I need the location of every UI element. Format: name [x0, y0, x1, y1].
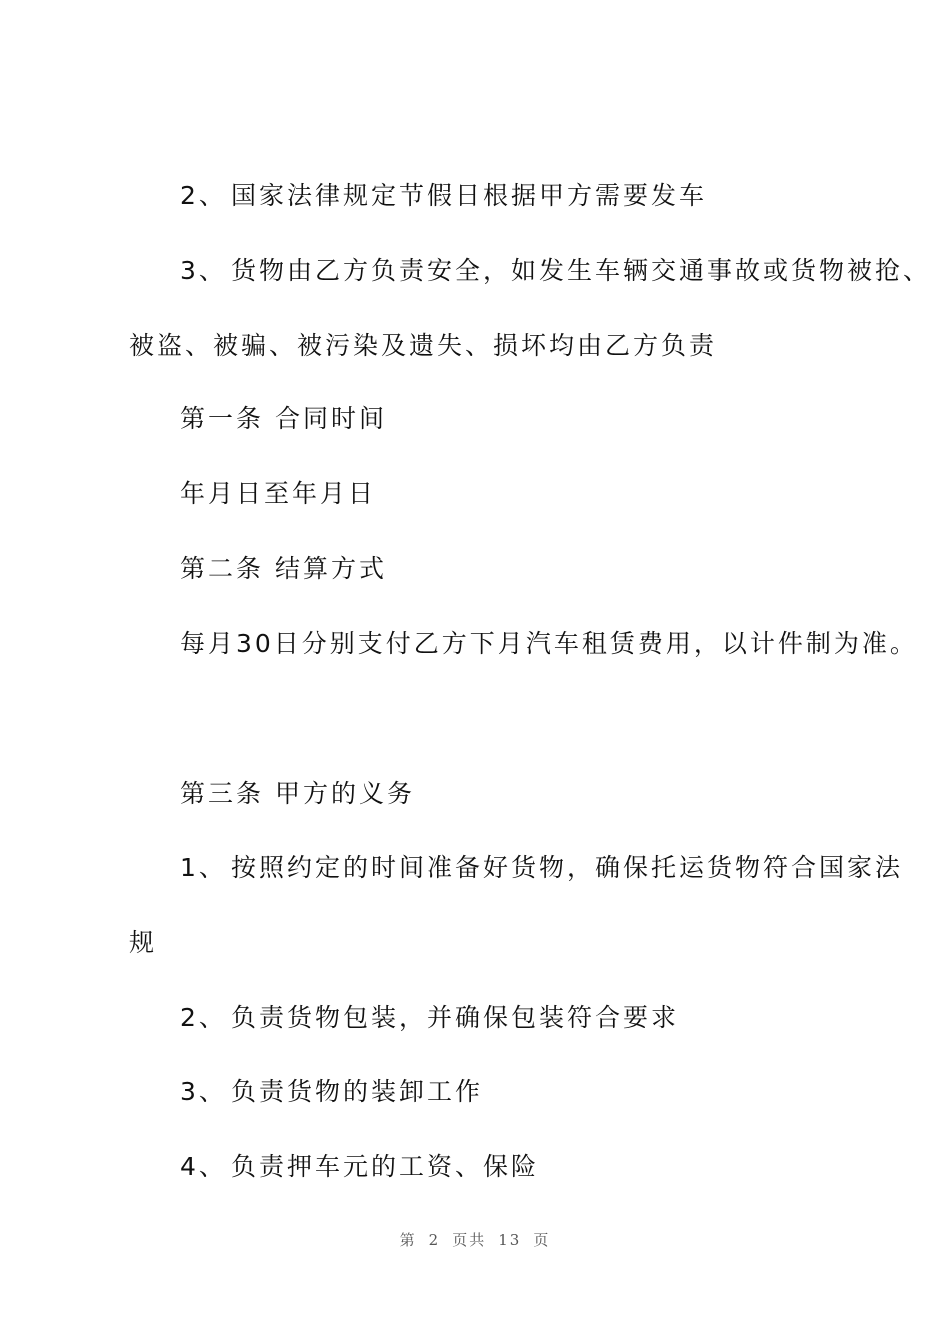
item-text: 按照约定的时间准备好货物，确保托运货物符合国家法 [231, 853, 904, 882]
article-heading: 第三条 甲方的义务 [180, 779, 415, 808]
paragraph: 每月30日分别支付乙方下月汽车租赁费用，以计件制为准。 [180, 629, 918, 658]
item-number: 3、 [180, 1077, 227, 1106]
item-number: 1、 [180, 853, 227, 882]
list-item [180, 181, 707, 211]
article-heading: 第二条 结算方式 [180, 554, 387, 583]
footer-mid: 页共 [452, 1231, 487, 1249]
item-text: 国家法律规定节假日根据甲方需要发车 [231, 181, 708, 210]
list-item [180, 256, 931, 286]
list-item [180, 1077, 483, 1107]
list-item [180, 1003, 679, 1033]
paragraph: 年月日至年月日 [180, 479, 377, 508]
list-item [180, 853, 903, 883]
list-item [180, 1152, 539, 1182]
item-number: 2、 [180, 181, 227, 210]
page-total: 13 [498, 1231, 522, 1249]
item-text: 负责押车元的工资、保险 [231, 1152, 540, 1181]
page-footer [0, 1229, 950, 1250]
item-text: 货物由乙方负责安全，如发生车辆交通事故或货物被抢、 [231, 256, 932, 285]
list-item-continuation: 规 [129, 928, 158, 957]
article-heading: 第一条 合同时间 [180, 404, 387, 433]
footer-prefix: 第 [399, 1231, 417, 1249]
list-item-continuation: 被盗、被骗、被污染及遗失、损坏均由乙方负责 [129, 331, 718, 360]
item-text: 负责货物包装，并确保包装符合要求 [231, 1003, 680, 1032]
item-number: 3、 [180, 256, 227, 285]
page-number: 2 [428, 1231, 441, 1249]
item-number: 2、 [180, 1003, 227, 1032]
item-number: 4、 [180, 1152, 227, 1181]
item-text: 负责货物的装卸工作 [231, 1077, 484, 1106]
footer-suffix: 页 [533, 1231, 551, 1249]
